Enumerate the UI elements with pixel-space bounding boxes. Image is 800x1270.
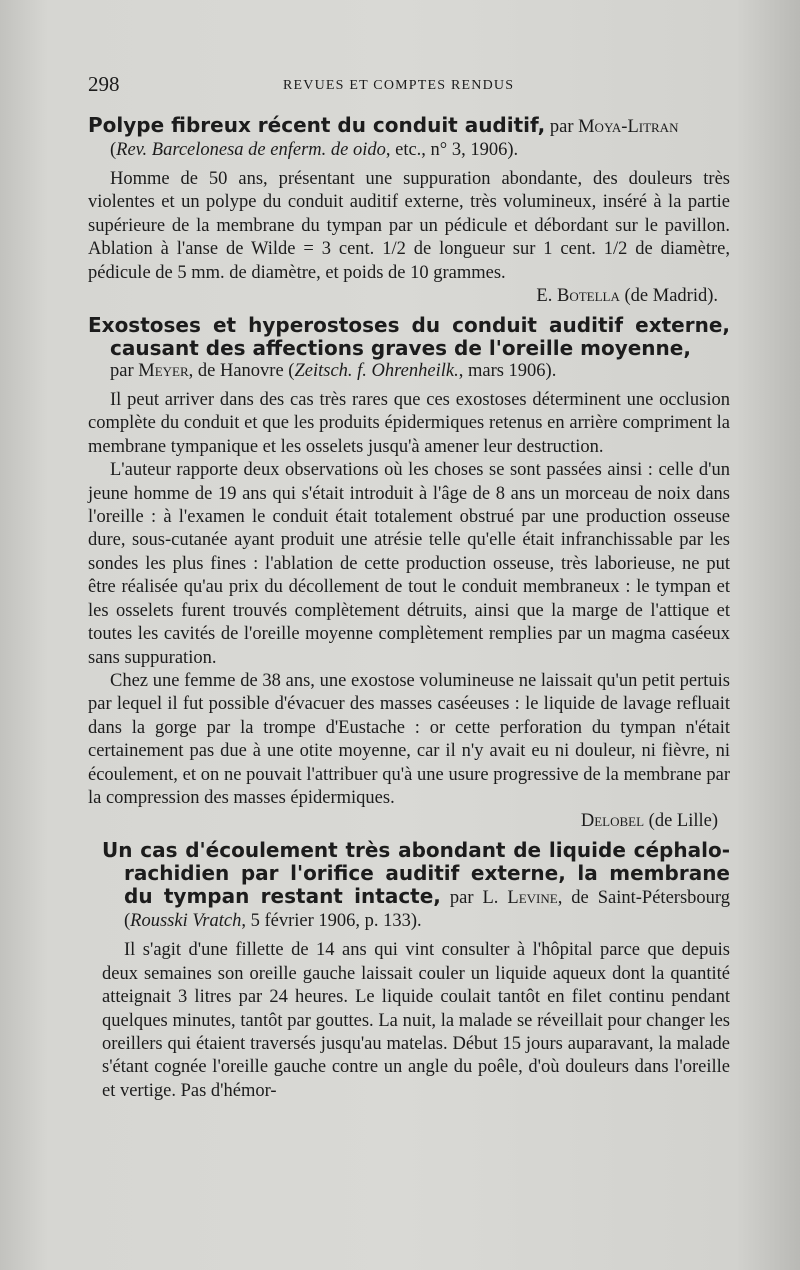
signature-place: (de Madrid). xyxy=(619,286,718,307)
paragraph: Homme de 50 ans, présentant une suppuration abondante, des douleurs très violentes et un polype du conduit auditif externe, très volumineux, inséré à la partie supérieure de la membrane du tympan par un pédicule et débordant sur le pavillon. Ablation à l'anse de Wilde = 3 cent. 1/2 de longueur sur 1 cent. 1/2 de diamètre, pédicule de 5 mm. de diamètre, et poids de 10 grammes. xyxy=(88,169,730,283)
author-name: Moya-Litran xyxy=(578,117,679,137)
article-liquide-cephalo xyxy=(102,839,730,1103)
article-title: Polype fibreux récent du conduit auditif, xyxy=(88,113,546,137)
running-head xyxy=(88,72,730,102)
article-heading xyxy=(88,114,730,139)
signature-initial: E. xyxy=(536,286,557,307)
citation-rest: , mars 1906). xyxy=(458,361,557,382)
signature-place: (de Lille) xyxy=(644,811,718,832)
page-number: 298 xyxy=(88,72,120,96)
citation xyxy=(88,139,730,162)
citation-rest: , etc., n° 3, 1906). xyxy=(385,140,519,160)
article-polype xyxy=(88,114,730,308)
article-title: Exostoses et hyperostoses du conduit auditif externe, causant des affections graves de l'oreille moyenne, xyxy=(88,313,730,361)
journal-name: Zeitsch. f. Ohrenheilk. xyxy=(294,361,459,382)
byline-prefix: par xyxy=(545,117,579,137)
journal-name: Rev. Barcelonesa de enferm. de oido xyxy=(116,140,386,160)
byline-middle: , de Hanovre ( xyxy=(188,361,295,382)
paragraph: Chez une femme de 38 ans, une exostose volumineuse ne laissait qu'un petit pertuis par lequel il fut possible d'évacuer des masses caséeuses : le liquide de lavage refluait dans la gorge par la trompe d'Eustache : or cette perforation du tympan n'était certainement pas due à une otite moyenne, car il n'y avait eu ni douleur, ni fièvre, ni écoulement, et on ne pouvait l'attribuer qu'à une usure progressive de la membrane par la compression des masses épidermiques. xyxy=(88,670,730,808)
citation-open: ( xyxy=(110,140,117,160)
paragraph: Il s'agit d'une fillette de 14 ans qui vint consulter à l'hôpital parce que depuis deux semaines son oreille gauche laissait couler un liquide aqueux dont la quantité atteignait 3 litres par 24 heures. Le liquide coulait tantôt en filet continu pendant quelques minutes, tantôt par gouttes. La nuit, la malade se réveillait pour changer les oreillers qui étaient traversés jusqu'au matelas. Début 15 jours auparavant, la malade s'étant cognée l'oreille gauche contre un angle du poêle, d'où douleurs dans l'oreille et vertige. Pas d'hémor- xyxy=(102,940,730,1101)
author-name: Meyer xyxy=(138,361,189,382)
signature xyxy=(88,285,730,308)
byline-prefix: par xyxy=(110,361,139,382)
article-exostoses xyxy=(88,314,730,833)
signature xyxy=(88,810,730,833)
signature-name: Delobel xyxy=(580,811,645,832)
citation-rest: , 5 février 1906, p. 133). xyxy=(241,911,422,932)
journal-name: Rousski Vratch xyxy=(130,911,242,932)
signature-name: Botella xyxy=(556,286,620,307)
byline-middle: , de Saint-Pétersbourg ( xyxy=(124,888,730,932)
article-title: Un cas d'écoulement très abondant de liquide céphalo-rachidien par l'orifice auditif externe, la membrane du tympan restant intacte, xyxy=(102,838,730,909)
author-name: Levine xyxy=(507,888,558,909)
paragraph: Il peut arriver dans des cas très rares que ces exostoses déterminent une occlusion complète du conduit et que les produits épidermiques retenus en arrière compriment la membrane tympanique et les osselets jusqu'à amener leur destruction. xyxy=(88,390,730,457)
paragraph: L'auteur rapporte deux observations où les choses se sont passées ainsi : celle d'un jeune homme de 19 ans qui s'était introduit à l'âge de 8 ans un morceau de noix dans l'oreille : à l'examen le conduit était totalement obstrué par une production osseuse dure, sous-cutanée ayant produit une atrésie telle qu'elle était infranchissable par les sondes les plus fines : l'ablation de cette production osseuse, très laborieuse, ne put être réalisée qu'au prix du décollement de tout le conduit membraneux : le tympan et les osselets furent trouvés complètement détruits, ainsi que la marge de l'attique et toutes les cavités de l'oreille moyenne complètement remplies par un magma caséeux sans suppuration. xyxy=(88,460,730,668)
byline xyxy=(88,360,730,383)
byline-prefix: par L. xyxy=(440,888,508,909)
running-title: REVUES ET COMPTES RENDUS xyxy=(283,78,515,93)
article-heading xyxy=(102,839,730,933)
